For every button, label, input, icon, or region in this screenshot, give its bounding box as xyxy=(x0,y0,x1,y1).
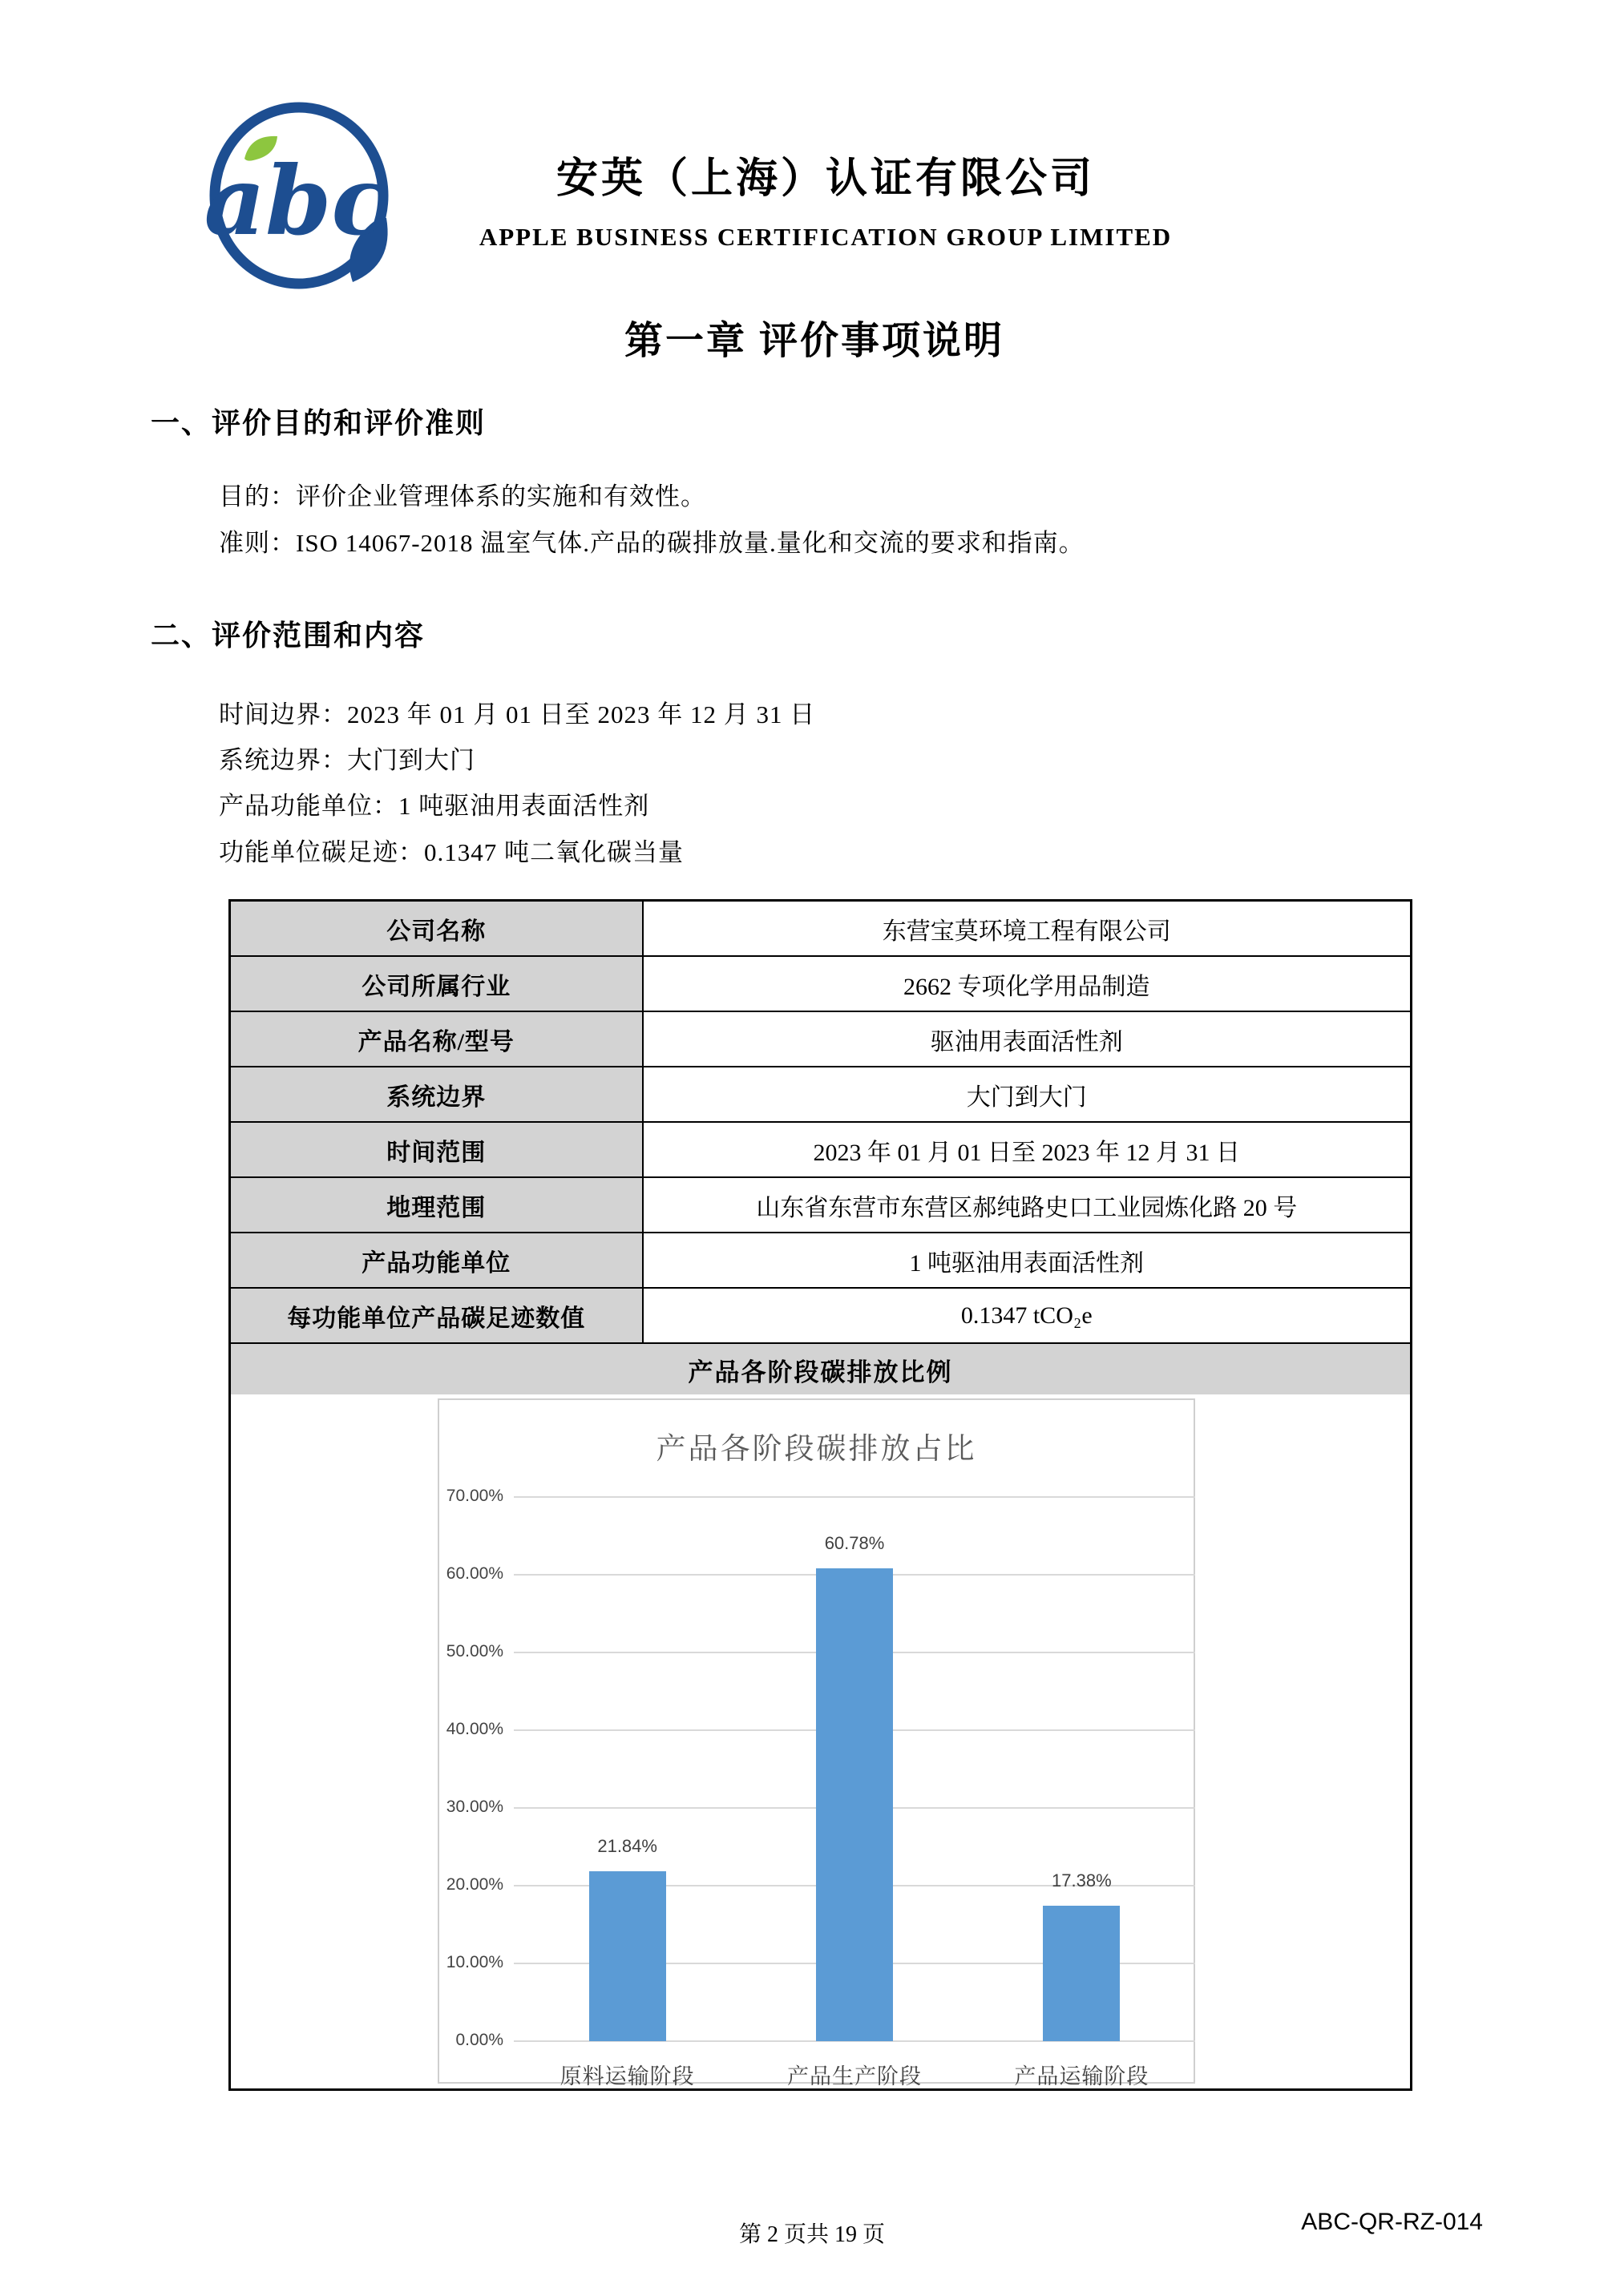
bar-value-label: 21.84% xyxy=(597,1836,657,1857)
row-value-product-name: 驱油用表面活性剂 xyxy=(643,1011,1412,1067)
row-label-system-boundary: 系统边界 xyxy=(230,1067,643,1122)
company-name-cn: 安英（上海）认证有限公司 xyxy=(555,156,1096,202)
row-value-system-boundary: 大门到大门 xyxy=(643,1067,1412,1122)
y-gridline xyxy=(514,1496,1195,1498)
x-axis-category-label: 产品生产阶段 xyxy=(787,2064,922,2088)
section1-heading: 一、评价目的和评价准则 xyxy=(151,407,487,439)
chart-title: 产品各阶段碳排放占比 xyxy=(656,1433,977,1466)
bar-原料运输阶段 xyxy=(589,1871,666,2041)
row-value-functional-unit: 1 吨驱油用表面活性剂 xyxy=(643,1233,1412,1288)
bar-value-label: 60.78% xyxy=(824,1533,885,1554)
x-axis-category-label: 产品运输阶段 xyxy=(1014,2064,1149,2088)
table-row xyxy=(230,1122,1412,1177)
section2-heading: 二、评价范围和内容 xyxy=(151,619,426,652)
y-axis-tick-label: 40.00% xyxy=(446,1720,503,1738)
row-value-company-name: 东营宝莫环境工程有限公司 xyxy=(643,901,1412,957)
section2-line-time-boundary: 时间边界：2023 年 01 月 01 日至 2023 年 12 月 31 日 xyxy=(219,700,816,728)
table-row xyxy=(230,1233,1412,1288)
bar-产品运输阶段 xyxy=(1043,1906,1120,2041)
row-label-time-range: 时间范围 xyxy=(230,1122,643,1177)
table-merged-header: 产品各阶段碳排放比例 xyxy=(230,1343,1412,1397)
table-row xyxy=(230,1177,1412,1233)
logo-text: abc xyxy=(204,145,390,256)
chart-cell xyxy=(228,1394,1412,2091)
table-row xyxy=(230,1288,1412,1343)
y-axis-tick-label: 60.00% xyxy=(446,1564,503,1583)
row-label-geographic-range: 地理范围 xyxy=(230,1177,643,1233)
y-axis-tick-label: 30.00% xyxy=(446,1798,503,1816)
product-info-table xyxy=(228,899,1412,1398)
section2-line-functional-unit: 产品功能单位：1 吨驱油用表面活性剂 xyxy=(219,792,650,820)
y-axis-tick-label: 20.00% xyxy=(446,1875,503,1894)
x-axis-category-label: 原料运输阶段 xyxy=(560,2064,695,2088)
document-code: ABC-QR-RZ-014 xyxy=(1301,2209,1483,2235)
chart-plot xyxy=(446,1487,1195,2088)
y-axis-tick-label: 0.00% xyxy=(455,2031,503,2049)
y-axis-tick-label: 10.00% xyxy=(446,1953,503,1971)
y-axis-tick-label: 70.00% xyxy=(446,1487,503,1505)
bar-产品生产阶段 xyxy=(816,1568,893,2041)
table-row xyxy=(230,956,1412,1011)
abc-logo-graphic xyxy=(200,96,398,293)
chapter-title: 第一章 评价事项说明 xyxy=(624,320,1005,362)
row-label-functional-unit: 产品功能单位 xyxy=(230,1233,643,1288)
abc-logo xyxy=(200,96,398,293)
emissions-chart xyxy=(438,1398,1195,2088)
y-axis-tick-label: 50.00% xyxy=(446,1642,503,1660)
bar-value-label: 17.38% xyxy=(1052,1870,1112,1891)
row-label-footprint-value: 每功能单位产品碳足迹数值 xyxy=(230,1288,643,1343)
section1-line-purpose: 目的：评价企业管理体系的实施和有效性。 xyxy=(219,482,706,510)
table-row xyxy=(230,1343,1412,1397)
row-label-industry: 公司所属行业 xyxy=(230,956,643,1011)
company-name-en: APPLE BUSINESS CERTIFICATION GROUP LIMITED xyxy=(479,223,1173,251)
table-row xyxy=(230,901,1412,957)
row-label-company-name: 公司名称 xyxy=(230,901,643,957)
section2-line-carbon-footprint: 功能单位碳足迹：0.1347 吨二氧化碳当量 xyxy=(219,838,684,866)
table-row xyxy=(230,1067,1412,1122)
section1-line-criteria: 准则：ISO 14067-2018 温室气体.产品的碳排放量.量化和交流的要求和指南。 xyxy=(219,529,1085,557)
row-value-time-range: 2023 年 01 月 01 日至 2023 年 12 月 31 日 xyxy=(643,1122,1412,1177)
row-value-footprint-value: 0.1347 tCO₂e xyxy=(643,1288,1412,1343)
row-value-geographic-range: 山东省东营市东营区郝纯路史口工业园炼化路 20 号 xyxy=(643,1177,1412,1233)
row-label-product-name: 产品名称/型号 xyxy=(230,1011,643,1067)
table-row xyxy=(230,1011,1412,1067)
page-number: 第 2 页共 19 页 xyxy=(738,2222,886,2247)
row-value-industry: 2662 专项化学用品制造 xyxy=(643,956,1412,1011)
section2-line-system-boundary: 系统边界：大门到大门 xyxy=(219,746,475,774)
